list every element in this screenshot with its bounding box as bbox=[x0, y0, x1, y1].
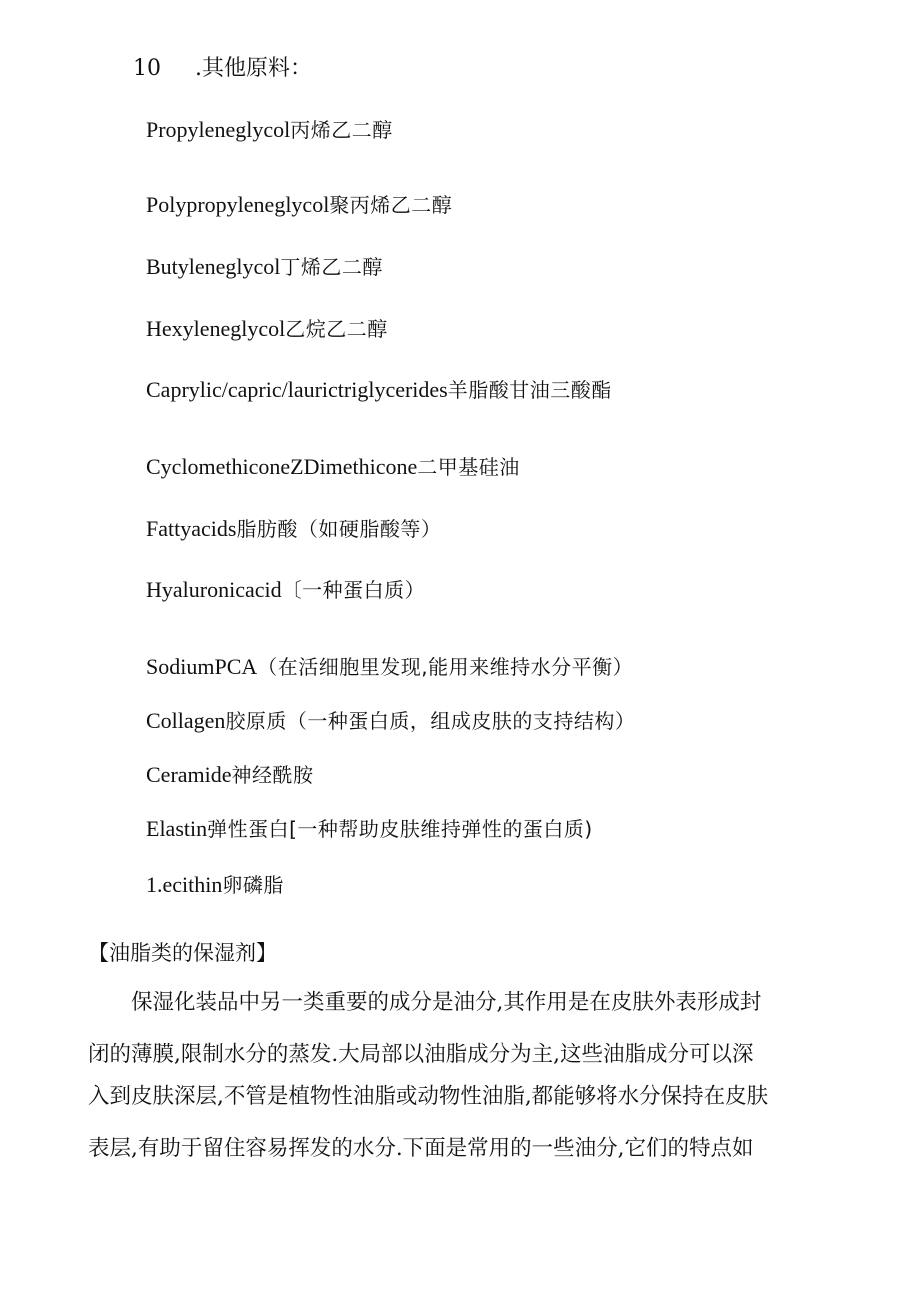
list-item bbox=[146, 760, 314, 790]
item-chinese-name: 神经酰胺 bbox=[231, 763, 314, 787]
list-item bbox=[146, 652, 633, 682]
list-item bbox=[146, 190, 452, 220]
item-english-name: Fattyacids bbox=[146, 516, 237, 541]
list-item bbox=[146, 314, 388, 344]
item-english-name: Polypropyleneglycol bbox=[146, 192, 330, 217]
item-english-name: CyclomethiconeZDimethicone bbox=[146, 454, 418, 479]
item-english-name: SodiumPCA bbox=[146, 654, 258, 679]
list-heading bbox=[133, 54, 312, 84]
list-item bbox=[146, 452, 520, 482]
item-english-name: 1.ecithin bbox=[146, 872, 223, 897]
item-english-name: Hexyleneglycol bbox=[146, 316, 286, 341]
list-item bbox=[146, 814, 593, 844]
item-chinese-name: 卵磷脂 bbox=[222, 873, 284, 897]
item-english-name: Hyaluronicacid bbox=[146, 577, 282, 602]
paragraph-line: 表层,有助于留住容易挥发的水分.下面是常用的一些油分,它们的特点如 bbox=[88, 1136, 754, 1161]
item-chinese-name: 二甲基硅油 bbox=[417, 455, 520, 479]
item-chinese-name: 羊脂酸甘油三酸酯 bbox=[447, 378, 612, 402]
item-chinese-name: 丙烯乙二醇 bbox=[290, 118, 393, 142]
paragraph-line: 入到皮肤深层,不管是植物性油脂或动物性油脂,都能够将水分保持在皮肤 bbox=[88, 1084, 769, 1109]
item-english-name: Butyleneglycol bbox=[146, 254, 281, 279]
item-chinese-name: 丁烯乙二醇 bbox=[280, 255, 383, 279]
item-chinese-name: 脂肪酸（如硬脂酸等） bbox=[236, 517, 442, 541]
item-english-name: Propyleneglycol bbox=[146, 117, 291, 142]
list-item bbox=[146, 252, 383, 282]
list-item bbox=[146, 870, 284, 900]
paragraph-line: 保湿化装品中另一类重要的成分是油分,其作用是在皮肤外表形成封 bbox=[88, 990, 762, 1015]
item-english-name: Ceramide bbox=[146, 762, 232, 787]
section-title: 【油脂类的保湿剂】 bbox=[88, 941, 277, 965]
item-chinese-name: 聚丙烯乙二醇 bbox=[329, 193, 453, 217]
list-item bbox=[146, 115, 393, 145]
list-item bbox=[146, 575, 425, 605]
list-item bbox=[146, 514, 441, 544]
item-english-name: Collagen bbox=[146, 708, 226, 733]
item-chinese-name: 胶原质（一种蛋白质，组成皮肤的支持结构） bbox=[225, 709, 636, 733]
item-chinese-name: （在活细胞里发现,能用来维持水分平衡） bbox=[257, 655, 634, 679]
list-item bbox=[146, 375, 612, 405]
item-chinese-name: 乙烷乙二醇 bbox=[285, 317, 388, 341]
list-item bbox=[146, 706, 635, 736]
list-heading-number: 10 bbox=[133, 56, 161, 81]
item-chinese-name: 弹性蛋白[一种帮助皮肤维持弹性的蛋白质) bbox=[207, 817, 593, 841]
item-english-name: Caprylic/capric/laurictriglycerides bbox=[146, 377, 448, 402]
paragraph-line: 闭的薄膜,限制水分的蒸发.大局部以油脂成分为主,这些油脂成分可以深 bbox=[88, 1042, 754, 1067]
list-heading-text: .其他原料： bbox=[195, 56, 312, 81]
item-chinese-name: 〔一种蛋白质） bbox=[281, 578, 426, 602]
item-english-name: Elastin bbox=[146, 816, 208, 841]
